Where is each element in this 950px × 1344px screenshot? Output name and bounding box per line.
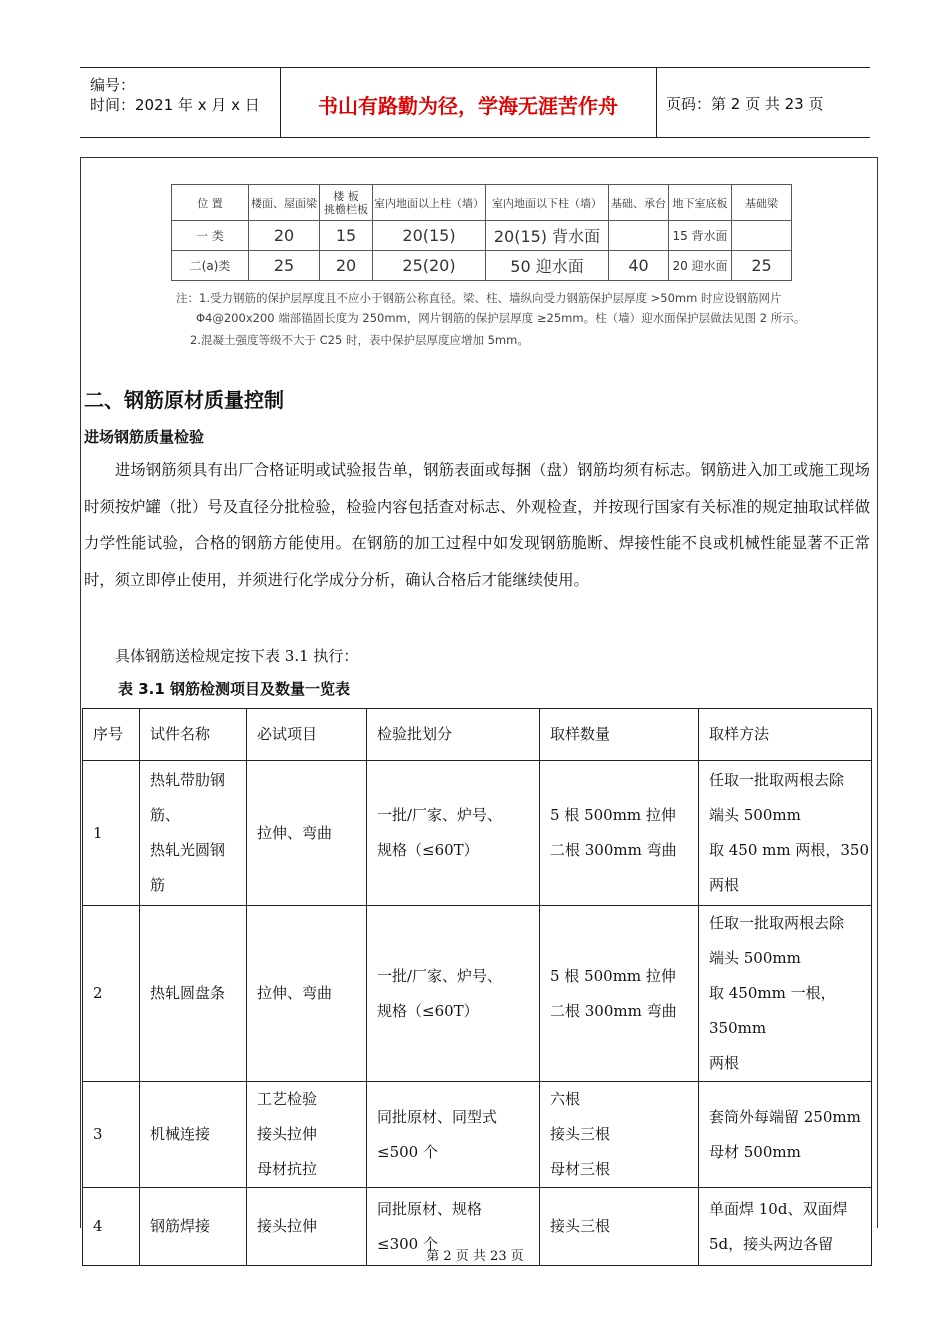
table-cell: 20(15) 背水面 — [486, 221, 609, 251]
table-header-cell: 试件名称 — [140, 709, 247, 761]
table-cell: 套筒外每端留 250mm 母材 500mm — [699, 1082, 872, 1188]
table-header-cell: 地下室底板 — [669, 185, 732, 221]
table-cell: 拉伸、弯曲 — [247, 906, 367, 1082]
table-cell: 4 — [83, 1188, 140, 1266]
table-header-cell: 基础、承台 — [609, 185, 669, 221]
header-page-number: 页码：第 2 页 共 23 页 — [666, 95, 824, 113]
table-header-cell: 室内地面以下柱（墙） — [486, 185, 609, 221]
table-cell: 25 — [732, 251, 792, 281]
table-row — [172, 221, 792, 251]
table-cell: 任取一批取两根去除 端头 500mm 取 450mm 一根，350mm 两根 — [699, 906, 872, 1082]
table-header-cell: 取样数量 — [540, 709, 699, 761]
table-cell: 2 — [83, 906, 140, 1082]
document-date: 时间：2021 年 x 月 x 日 — [90, 96, 260, 114]
table-cell: 20 — [249, 221, 320, 251]
table-row — [172, 251, 792, 281]
table-cell — [732, 221, 792, 251]
table-cell: 25 — [249, 251, 320, 281]
table-row — [83, 1082, 872, 1188]
table-cell: 3 — [83, 1082, 140, 1188]
table-header-cell: 楼面、屋面梁 — [249, 185, 320, 221]
table-cell: 工艺检验 接头拉伸 母材抗拉 — [247, 1082, 367, 1188]
table-cell: 热轧圆盘条 — [140, 906, 247, 1082]
rebar-test-table — [82, 708, 872, 1266]
table-cell: 5 根 500mm 拉伸 二根 300mm 弯曲 — [540, 761, 699, 906]
table-cell: 15 背水面 — [669, 221, 732, 251]
table-cell: 40 — [609, 251, 669, 281]
table-header-cell: 序号 — [83, 709, 140, 761]
section-title: 二、钢筋原材质量控制 — [84, 388, 284, 412]
table-caption: 表 3.1 钢筋检测项目及数量一览表 — [118, 680, 351, 698]
table-row — [83, 906, 872, 1082]
table-header-row — [83, 709, 872, 761]
body-text: 具体钢筋送检规定按下表 3.1 执行： — [115, 647, 359, 665]
table-cell: 任取一批取两根去除 端头 500mm 取 450 mm 两根，350 两根 — [699, 761, 872, 906]
table-cell: 接头三根 — [540, 1188, 699, 1266]
table-cell: 拉伸、弯曲 — [247, 761, 367, 906]
table-cell: 六根 接头三根 母材三根 — [540, 1082, 699, 1188]
table-header-cell: 室内地面以上柱（墙） — [373, 185, 486, 221]
table-cell: 50 迎水面 — [486, 251, 609, 281]
table-cell: 接头拉伸 — [247, 1188, 367, 1266]
table-cell: 20 迎水面 — [669, 251, 732, 281]
document-code: 编号： — [90, 76, 136, 94]
table-cell: 20(15) — [373, 221, 486, 251]
page-footer: 第 2 页 共 23 页 — [426, 1249, 524, 1264]
table-cell: 机械连接 — [140, 1082, 247, 1188]
table-row — [83, 761, 872, 906]
cover-thickness-table — [171, 184, 792, 281]
table-note: 注：1.受力钢筋的保护层厚度且不应小于钢筋公称直径。梁、柱、墙纵向受力钢筋保护层厚度 >50mm 时应设钢筋网片 — [176, 291, 782, 305]
table-cell: 20 — [320, 251, 373, 281]
table-note: Φ4@200x200 端部锚固长度为 250mm，网片钢筋的保护层厚度 ≥25mm。柱（墙）迎水面保护层做法见图 2 所示。 — [196, 311, 806, 325]
page-header — [80, 67, 870, 138]
table-cell: 5 根 500mm 拉伸 二根 300mm 弯曲 — [540, 906, 699, 1082]
table-note: 2.混凝土强度等级不大于 C25 时，表中保护层厚度应增加 5mm。 — [190, 333, 529, 347]
subsection-title: 进场钢筋质量检验 — [84, 428, 205, 446]
body-paragraph: 进场钢筋须具有出厂合格证明或试验报告单，钢筋表面或每捆（盘）钢筋均须有标志。钢筋进入加工或施工现场时须按炉罐（批）号及直径分批检验，检验内容包括查对标志、外观检查，并按现行国家有关标准的规定抽取试样做力学性能试验，合格的钢筋方能使用。在钢筋的加工过程中如发现钢筋脆断、焊接性能不良或机械性能显著不正常时，须立即停止使用，并须进行化学成分分析，确认合格后才能继续使用。 — [84, 461, 870, 589]
table-header-cell: 检验批划分 — [367, 709, 540, 761]
table-cell: 同批原材、规格 ≤300 个 — [367, 1188, 540, 1266]
table-cell: 单面焊 10d、双面焊 5d，接头两边各留 — [699, 1188, 872, 1266]
table-cell — [609, 221, 669, 251]
table-cell: 钢筋焊接 — [140, 1188, 247, 1266]
table-cell: 1 — [83, 761, 140, 906]
table-cell: 一批/厂家、炉号、 规格（≤60T） — [367, 761, 540, 906]
header-divider — [656, 68, 657, 137]
table-header-cell: 基础梁 — [732, 185, 792, 221]
table-cell: 25(20) — [373, 251, 486, 281]
table-cell: 15 — [320, 221, 373, 251]
table-cell: 热轧带肋钢 筋、 热轧光圆钢 筋 — [140, 761, 247, 906]
table-header-cell: 楼 板 挑檐栏板 — [320, 185, 373, 221]
table-header-cell: 必试项目 — [247, 709, 367, 761]
table-cell: 一批/厂家、炉号、 规格（≤60T） — [367, 906, 540, 1082]
table-cell: 同批原材、同型式 ≤500 个 — [367, 1082, 540, 1188]
table-cell: 一 类 — [172, 221, 249, 251]
table-cell: 二(a)类 — [172, 251, 249, 281]
table-header-cell: 位 置 — [172, 185, 249, 221]
table-header-cell: 取样方法 — [699, 709, 872, 761]
header-motto: 书山有路勤为径，学海无涯苦作舟 — [318, 94, 618, 118]
